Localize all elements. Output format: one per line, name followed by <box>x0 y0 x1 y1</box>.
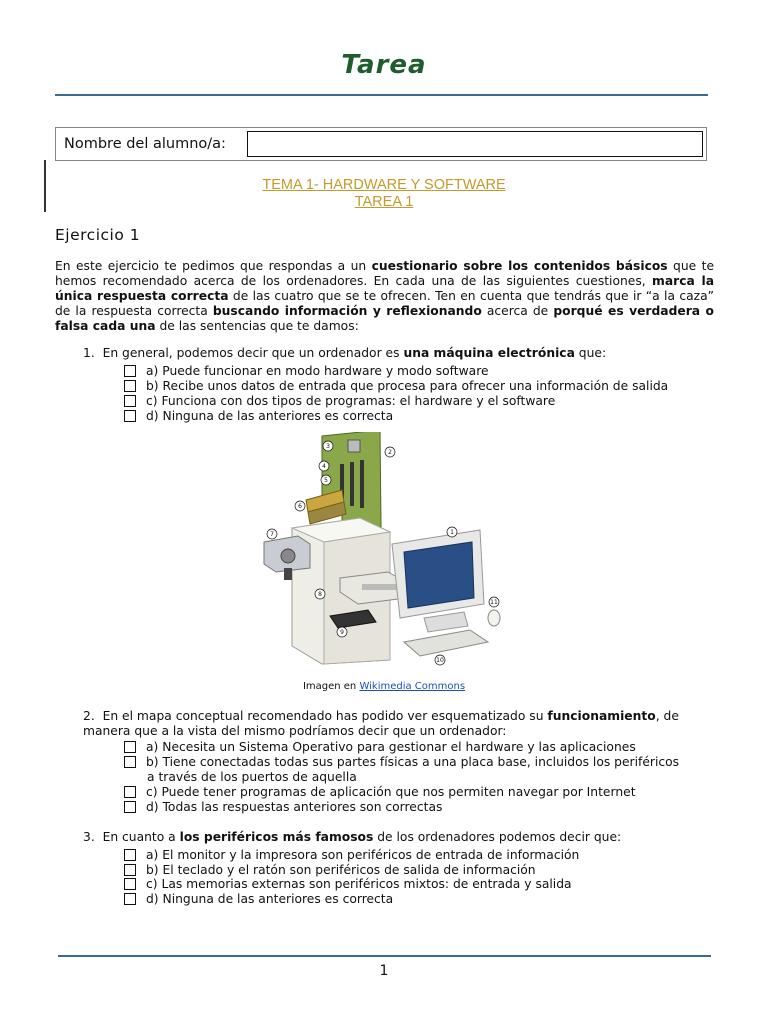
student-name-label: Nombre del alumno/a: <box>64 136 226 152</box>
question-2-option-a[interactable]: a) Necesita un Sistema Operativo para gestionar el hardware y las aplicaciones <box>124 740 716 755</box>
student-name-input[interactable] <box>247 131 703 157</box>
callout-label: 8 <box>318 591 322 598</box>
callout-label: 4 <box>322 463 326 470</box>
question-3-option-d[interactable]: d) Ninguna de las anteriores es correcta <box>124 892 716 907</box>
computer-parts-illustration <box>258 432 508 672</box>
question-1-option-a[interactable]: a) Puede funcionar en modo hardware y modo software <box>124 364 716 379</box>
checkbox[interactable] <box>124 786 136 798</box>
figure-caption: Imagen en Wikimedia Commons <box>302 681 466 692</box>
callout-label: 2 <box>388 449 392 456</box>
checkbox[interactable] <box>124 410 136 422</box>
callout-label: 1 <box>450 529 454 536</box>
checkbox[interactable] <box>124 741 136 753</box>
checkbox[interactable] <box>124 380 136 392</box>
question-1-option-b[interactable]: b) Recibe unos datos de entrada que procesa para ofrecer una información de salida <box>124 379 716 394</box>
callout-label: 10 <box>436 657 444 664</box>
exercise-heading: Ejercicio 1 <box>55 226 141 244</box>
wikimedia-link[interactable]: Wikimedia Commons <box>359 681 466 692</box>
checkbox[interactable] <box>124 756 136 768</box>
checkbox[interactable] <box>124 395 136 407</box>
question-2-option-c[interactable]: c) Puede tener programas de aplicación que nos permiten navegar por Internet <box>124 785 716 800</box>
topic-title[interactable]: TEMA 1- HARDWARE Y SOFTWARE <box>262 177 506 193</box>
callout-label: 6 <box>298 503 302 510</box>
task-title[interactable]: TAREA 1 <box>354 194 414 210</box>
question-3-text: 3. En cuanto a los periféricos más famosos de los ordenadores podemos decir que: <box>83 830 622 844</box>
callout-label: 9 <box>340 629 344 636</box>
checkbox[interactable] <box>124 849 136 861</box>
checkbox[interactable] <box>124 365 136 377</box>
callout-label: 5 <box>324 477 328 484</box>
page-number: 1 <box>379 963 389 979</box>
checkbox[interactable] <box>124 864 136 876</box>
student-name-box <box>55 127 707 161</box>
checkbox[interactable] <box>124 801 136 813</box>
question-1-option-c[interactable]: c) Funciona con dos tipos de programas: el hardware y el software <box>124 394 716 409</box>
callout-label: 7 <box>270 531 274 538</box>
question-2-option-b[interactable]: b) Tiene conectadas todas sus partes físicas a una placa base, incluidos los periféricos a través de los puertos de aquella <box>124 755 716 785</box>
document-title: Tarea <box>341 50 427 80</box>
callout-label: 11 <box>490 599 498 606</box>
checkbox[interactable] <box>124 878 136 890</box>
header-rule <box>55 94 708 96</box>
checkbox[interactable] <box>124 893 136 905</box>
question-2-option-d[interactable]: d) Todas las respuestas anteriores son correctas <box>124 800 716 815</box>
exercise-intro: En este ejercicio te pedimos que respondas a un cuestionario sobre los contenidos básicos que te hemos recomendado acerca de los ordenadores. En cada una de las siguientes cuestiones, marca la única respuesta correcta de las cuatro que se te ofrecen. Ten en cuenta que tendrás que ir “a la caza” de la respuesta correcta buscando información y reflexionando acerca de porqué es verdadera o falsa cada una de las sentencias que te damos: <box>55 259 715 333</box>
footer-rule <box>58 955 711 957</box>
question-2-text: 2. En el mapa conceptual recomendado has podido ver esquematizado su funcionamiento, de manera que a la vista del mismo podríamos decir que un ordenador: <box>83 709 679 738</box>
question-3-option-b[interactable]: b) El teclado y el ratón son periféricos de salida de información <box>124 863 716 878</box>
question-3-option-c[interactable]: c) Las memorias externas son periféricos mixtos: de entrada y salida <box>124 877 716 892</box>
question-1-text: 1. En general, podemos decir que un ordenador es una máquina electrónica que: <box>83 346 607 360</box>
question-1-option-d[interactable]: d) Ninguna de las anteriores es correcta <box>124 409 716 424</box>
callout-label: 3 <box>326 443 330 450</box>
question-3-option-a[interactable]: a) El monitor y la impresora son periféricos de entrada de información <box>124 848 716 863</box>
